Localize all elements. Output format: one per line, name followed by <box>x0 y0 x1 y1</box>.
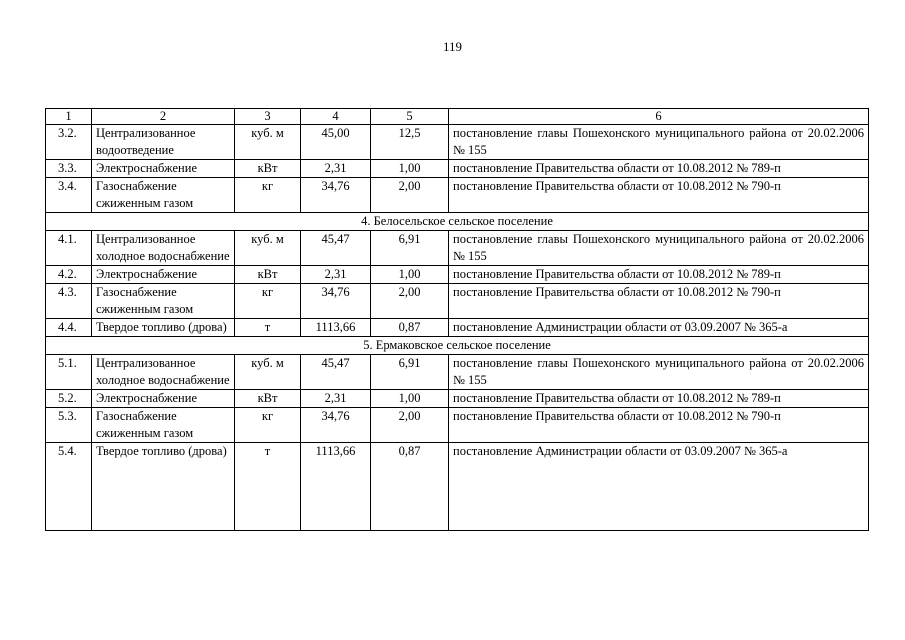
row-number-cell: 5.2. <box>46 390 92 408</box>
unit-cell: т <box>235 319 301 337</box>
unit-cell: кг <box>235 178 301 213</box>
row-number-cell: 4.4. <box>46 319 92 337</box>
table-row <box>46 178 869 213</box>
service-cell: Твердое топливо (дрова) <box>92 443 235 531</box>
row-number-cell: 3.2. <box>46 125 92 160</box>
unit-cell: куб. м <box>235 125 301 160</box>
basis-cell: постановление Правительства области от 10.08.2012 № 790-п <box>449 284 869 319</box>
unit-cell: кВт <box>235 160 301 178</box>
section-header-row <box>46 213 869 231</box>
header-cell: 3 <box>235 109 301 125</box>
norm-cell: 6,91 <box>371 231 449 266</box>
norm-cell: 6,91 <box>371 355 449 390</box>
basis-cell: постановление Правительства области от 10.08.2012 № 790-п <box>449 408 869 443</box>
row-number-cell: 4.3. <box>46 284 92 319</box>
norm-cell: 2,00 <box>371 284 449 319</box>
norm-cell: 1,00 <box>371 390 449 408</box>
value-cell: 1113,66 <box>301 319 371 337</box>
norm-cell: 0,87 <box>371 319 449 337</box>
basis-cell: постановление главы Пошехонского муниципального района от 20.02.2006 № 155 <box>449 231 869 266</box>
value-cell: 2,31 <box>301 390 371 408</box>
value-cell: 45,47 <box>301 355 371 390</box>
row-number-cell: 5.1. <box>46 355 92 390</box>
basis-cell: постановление Правительства области от 10.08.2012 № 790-п <box>449 178 869 213</box>
value-cell: 34,76 <box>301 408 371 443</box>
section-title: 4. Белосельское сельское поселение <box>46 213 869 231</box>
table-row <box>46 284 869 319</box>
section-header-row <box>46 337 869 355</box>
table-row <box>46 160 869 178</box>
basis-cell: постановление Правительства области от 10.08.2012 № 789-п <box>449 160 869 178</box>
basis-cell: постановление главы Пошехонского муниципального района от 20.02.2006 № 155 <box>449 125 869 160</box>
table-body <box>46 109 869 531</box>
table-row <box>46 355 869 390</box>
table-row <box>46 125 869 160</box>
unit-cell: куб. м <box>235 231 301 266</box>
table-row <box>46 266 869 284</box>
tariff-table <box>45 108 869 531</box>
basis-cell: постановление Правительства области от 10.08.2012 № 789-п <box>449 266 869 284</box>
section-title: 5. Ермаковское сельское поселение <box>46 337 869 355</box>
row-number-cell: 3.4. <box>46 178 92 213</box>
norm-cell: 2,00 <box>371 178 449 213</box>
table-header-row <box>46 109 869 125</box>
row-number-cell: 3.3. <box>46 160 92 178</box>
service-cell: Централизованное холодное водоснабжение <box>92 355 235 390</box>
value-cell: 1113,66 <box>301 443 371 531</box>
service-cell: Централизованное холодное водоснабжение <box>92 231 235 266</box>
service-cell: Электроснабжение <box>92 390 235 408</box>
value-cell: 34,76 <box>301 284 371 319</box>
unit-cell: куб. м <box>235 355 301 390</box>
header-cell: 6 <box>449 109 869 125</box>
row-number-cell: 4.1. <box>46 231 92 266</box>
table-row <box>46 443 869 531</box>
basis-cell: постановление Правительства области от 10.08.2012 № 789-п <box>449 390 869 408</box>
unit-cell: кг <box>235 284 301 319</box>
service-cell: Газоснабжение сжиженным газом <box>92 284 235 319</box>
service-cell: Газоснабжение сжиженным газом <box>92 178 235 213</box>
norm-cell: 2,00 <box>371 408 449 443</box>
norm-cell: 1,00 <box>371 160 449 178</box>
value-cell: 45,00 <box>301 125 371 160</box>
service-cell: Электроснабжение <box>92 160 235 178</box>
service-cell: Электроснабжение <box>92 266 235 284</box>
norm-cell: 1,00 <box>371 266 449 284</box>
row-number-cell: 4.2. <box>46 266 92 284</box>
basis-cell: постановление Администрации области от 03.09.2007 № 365-а <box>449 443 869 531</box>
value-cell: 34,76 <box>301 178 371 213</box>
unit-cell: кВт <box>235 390 301 408</box>
basis-cell: постановление Администрации области от 03.09.2007 № 365-а <box>449 319 869 337</box>
unit-cell: кВт <box>235 266 301 284</box>
service-cell: Газоснабжение сжиженным газом <box>92 408 235 443</box>
value-cell: 2,31 <box>301 266 371 284</box>
row-number-cell: 5.4. <box>46 443 92 531</box>
norm-cell: 0,87 <box>371 443 449 531</box>
header-cell: 1 <box>46 109 92 125</box>
unit-cell: кг <box>235 408 301 443</box>
table-row <box>46 319 869 337</box>
header-cell: 5 <box>371 109 449 125</box>
page-number: 119 <box>442 39 463 54</box>
service-cell: Твердое топливо (дрова) <box>92 319 235 337</box>
value-cell: 45,47 <box>301 231 371 266</box>
unit-cell: т <box>235 443 301 531</box>
row-number-cell: 5.3. <box>46 408 92 443</box>
service-cell: Централизованное водоотведение <box>92 125 235 160</box>
table-row <box>46 408 869 443</box>
value-cell: 2,31 <box>301 160 371 178</box>
basis-cell: постановление главы Пошехонского муниципального района от 20.02.2006 № 155 <box>449 355 869 390</box>
table-row <box>46 231 869 266</box>
norm-cell: 12,5 <box>371 125 449 160</box>
header-cell: 4 <box>301 109 371 125</box>
header-cell: 2 <box>92 109 235 125</box>
table-row <box>46 390 869 408</box>
